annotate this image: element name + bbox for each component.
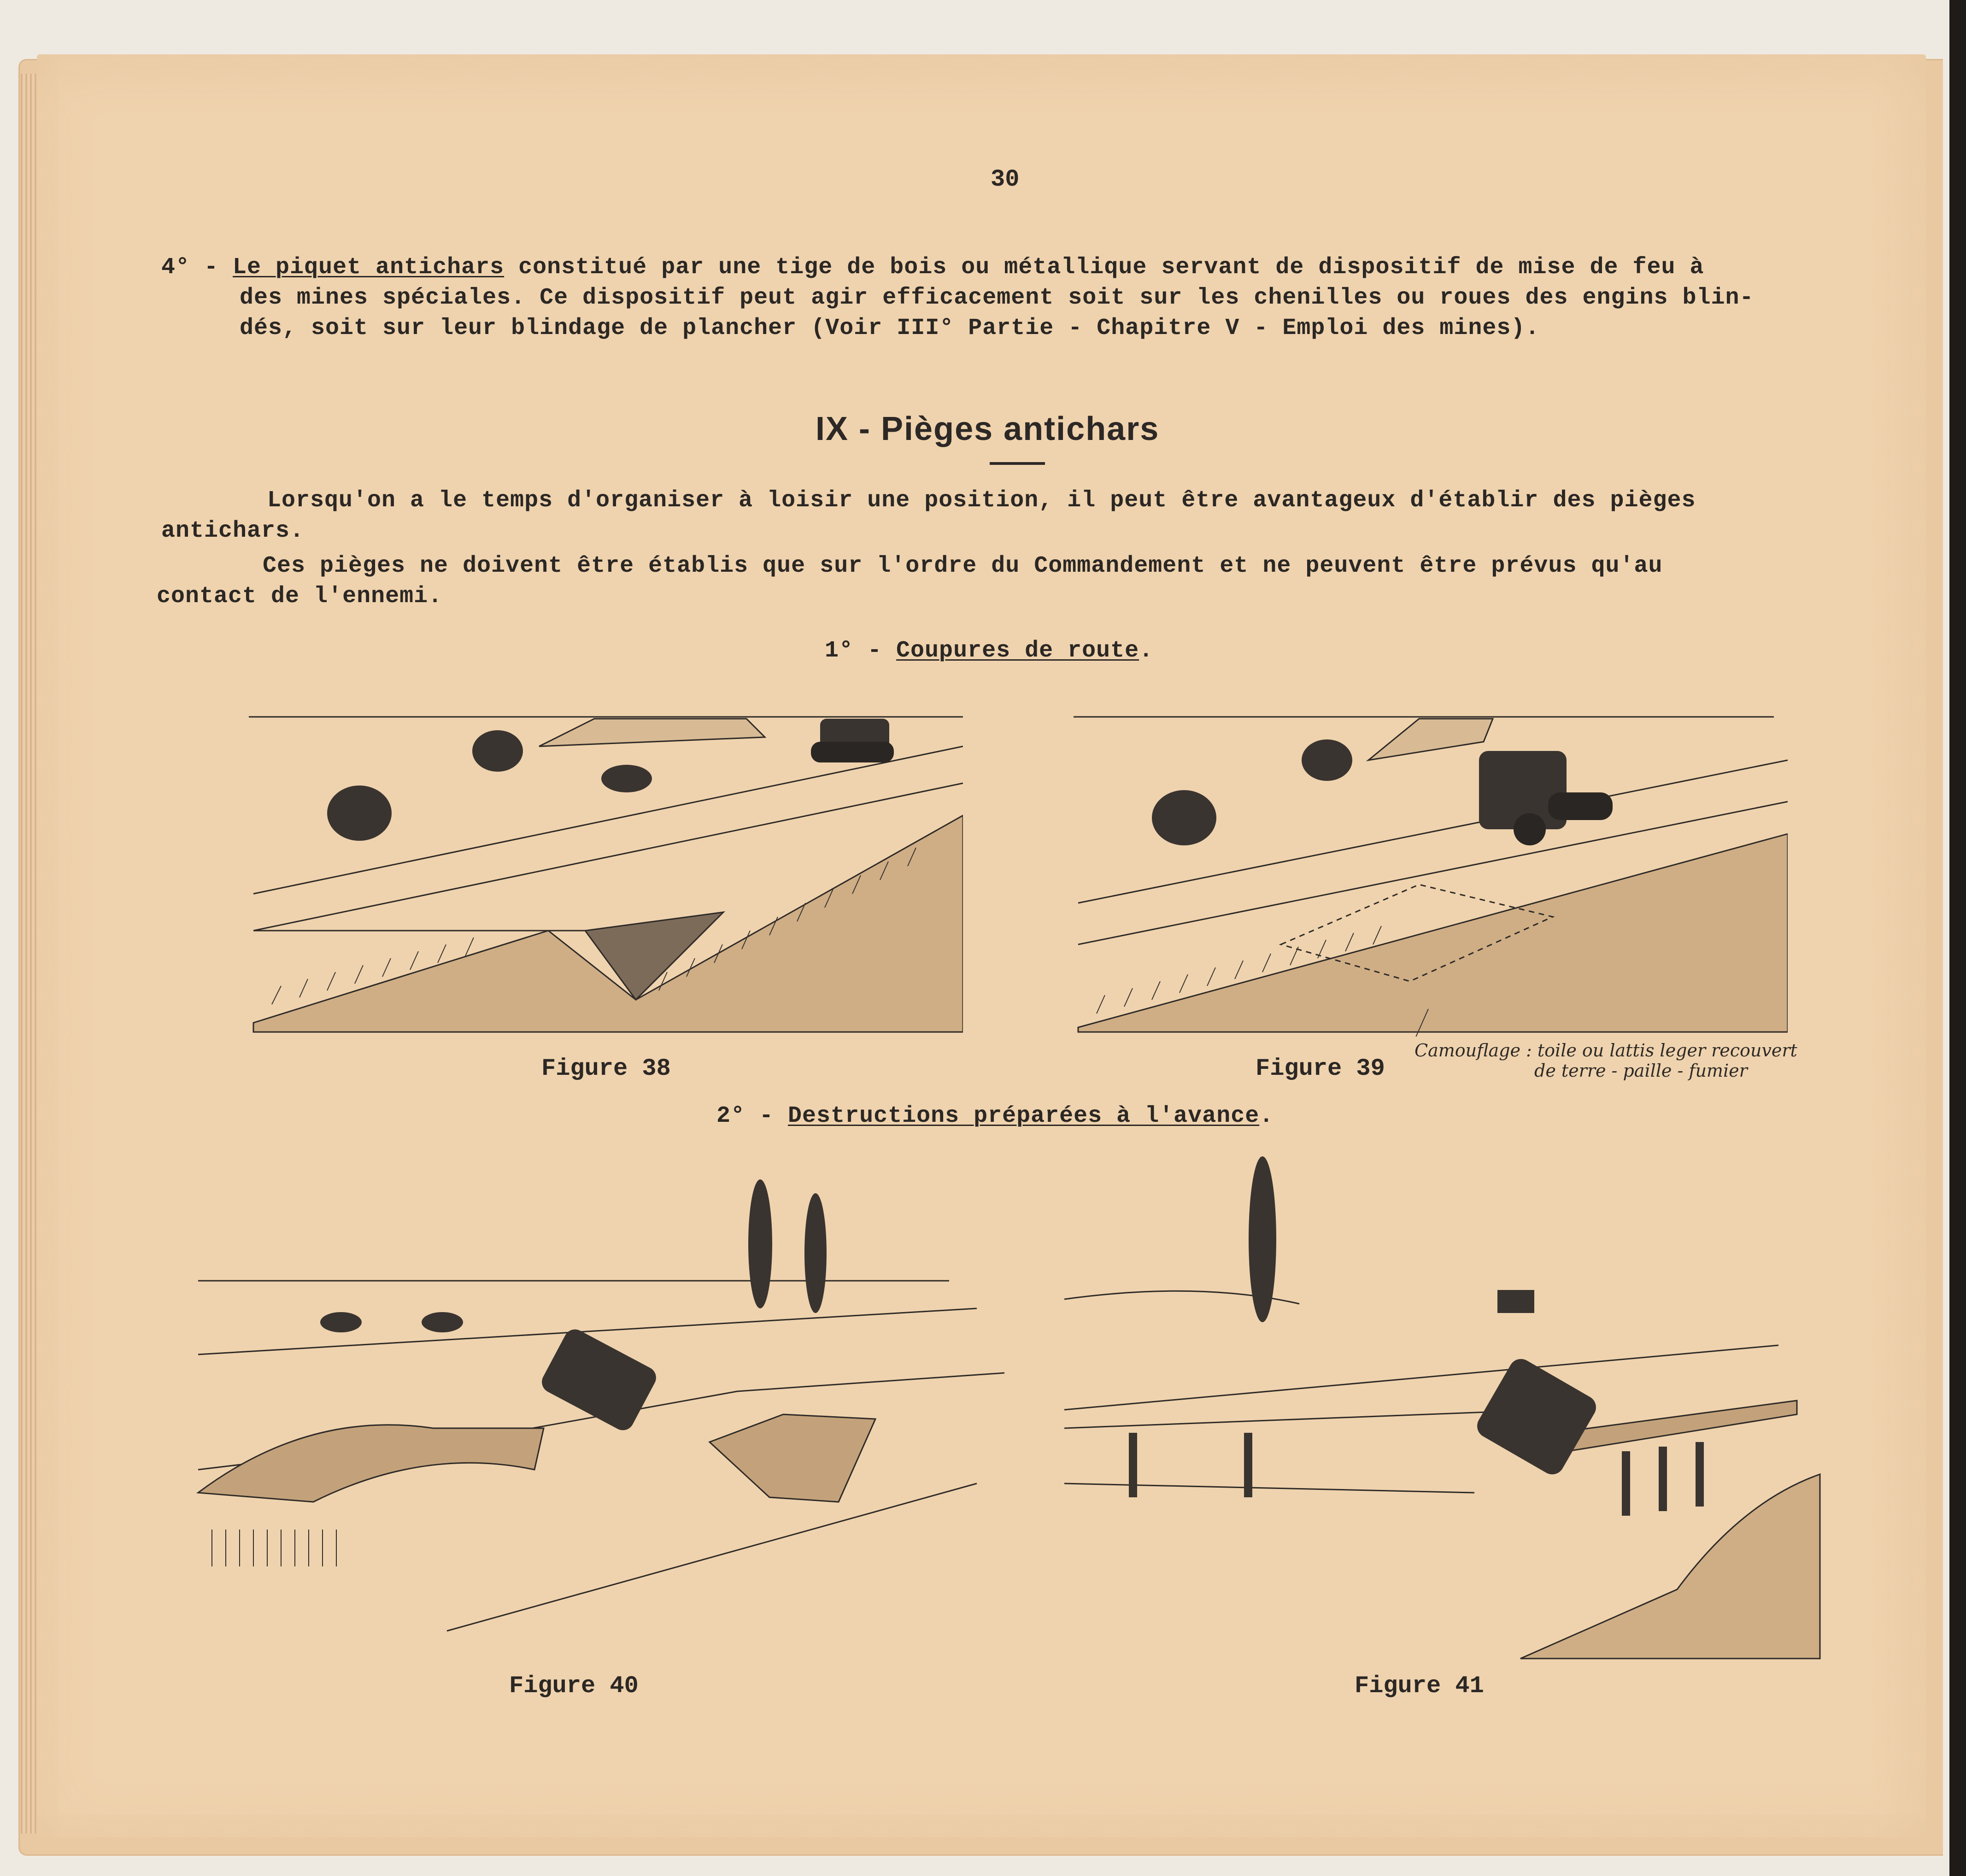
figure-39-drawing [1069, 686, 1788, 1037]
item4-term: Le piquet antichars [233, 254, 505, 281]
intro-p2-line1: Ces pièges ne doivent être établis que sur l'ordre du Commandement et ne peuvent être prévus qu'au [263, 553, 1663, 579]
figure-38-drawing [244, 673, 963, 1037]
figure-40-illustration [194, 1170, 1004, 1645]
figure-40-drawing [194, 1170, 1004, 1645]
title-underline [990, 462, 1045, 465]
figure-39-label: Figure 39 [1256, 1055, 1385, 1082]
section-title: IX - Pièges antichars [816, 410, 1160, 447]
subsection1-title: Coupures de route [896, 638, 1139, 664]
figure-38-label: Figure 38 [541, 1055, 671, 1082]
subsection2-end: . [1259, 1103, 1274, 1129]
figure-41-label: Figure 41 [1355, 1672, 1484, 1700]
page-number: 30 [991, 166, 1020, 193]
item4-number: 4° - [161, 254, 219, 281]
book-spine [1943, 0, 1966, 1876]
subsection2-number: 2° - [716, 1103, 774, 1129]
item4-line2: des mines spéciales. Ce dispositif peut agir efficacement soit sur les chenilles ou roues des engins blin- [240, 285, 1754, 311]
intro-p1-line2: antichars. [161, 518, 305, 544]
figure-41-drawing [1060, 1152, 1825, 1668]
figure-40-label: Figure 40 [509, 1672, 639, 1700]
subsection1-end: . [1139, 638, 1154, 664]
subsection2-heading [716, 1103, 1273, 1129]
item4-line3: dés, soit sur leur blindage de plancher (Voir III° Partie - Chapitre V - Emploi des mines). [240, 315, 1540, 341]
item4-line1 [161, 254, 1704, 281]
figure-41-illustration [1060, 1152, 1825, 1668]
intro-p2-line2: contact de l'ennemi. [157, 583, 443, 610]
item4-line1-rest: constitué par une tige de bois ou métallique servant de dispositif de mise de feu à [504, 254, 1704, 281]
figure-38-illustration [244, 673, 963, 1037]
subsection1-heading [825, 638, 1153, 664]
figure-39-illustration [1069, 686, 1788, 1037]
subsection1-number: 1° - [825, 638, 882, 664]
subsection2-title: Destructions préparées à l'avance [788, 1103, 1260, 1129]
camouflage-note-line1: Camouflage : toile ou lattis leger recouvert [1414, 1040, 1797, 1061]
camouflage-note-line2: de terre - paille - fumier [1534, 1061, 1748, 1081]
intro-p1-line1: Lorsqu'on a le temps d'organiser à loisir une position, il peut être avantageux d'établir des pièges [267, 487, 1696, 514]
